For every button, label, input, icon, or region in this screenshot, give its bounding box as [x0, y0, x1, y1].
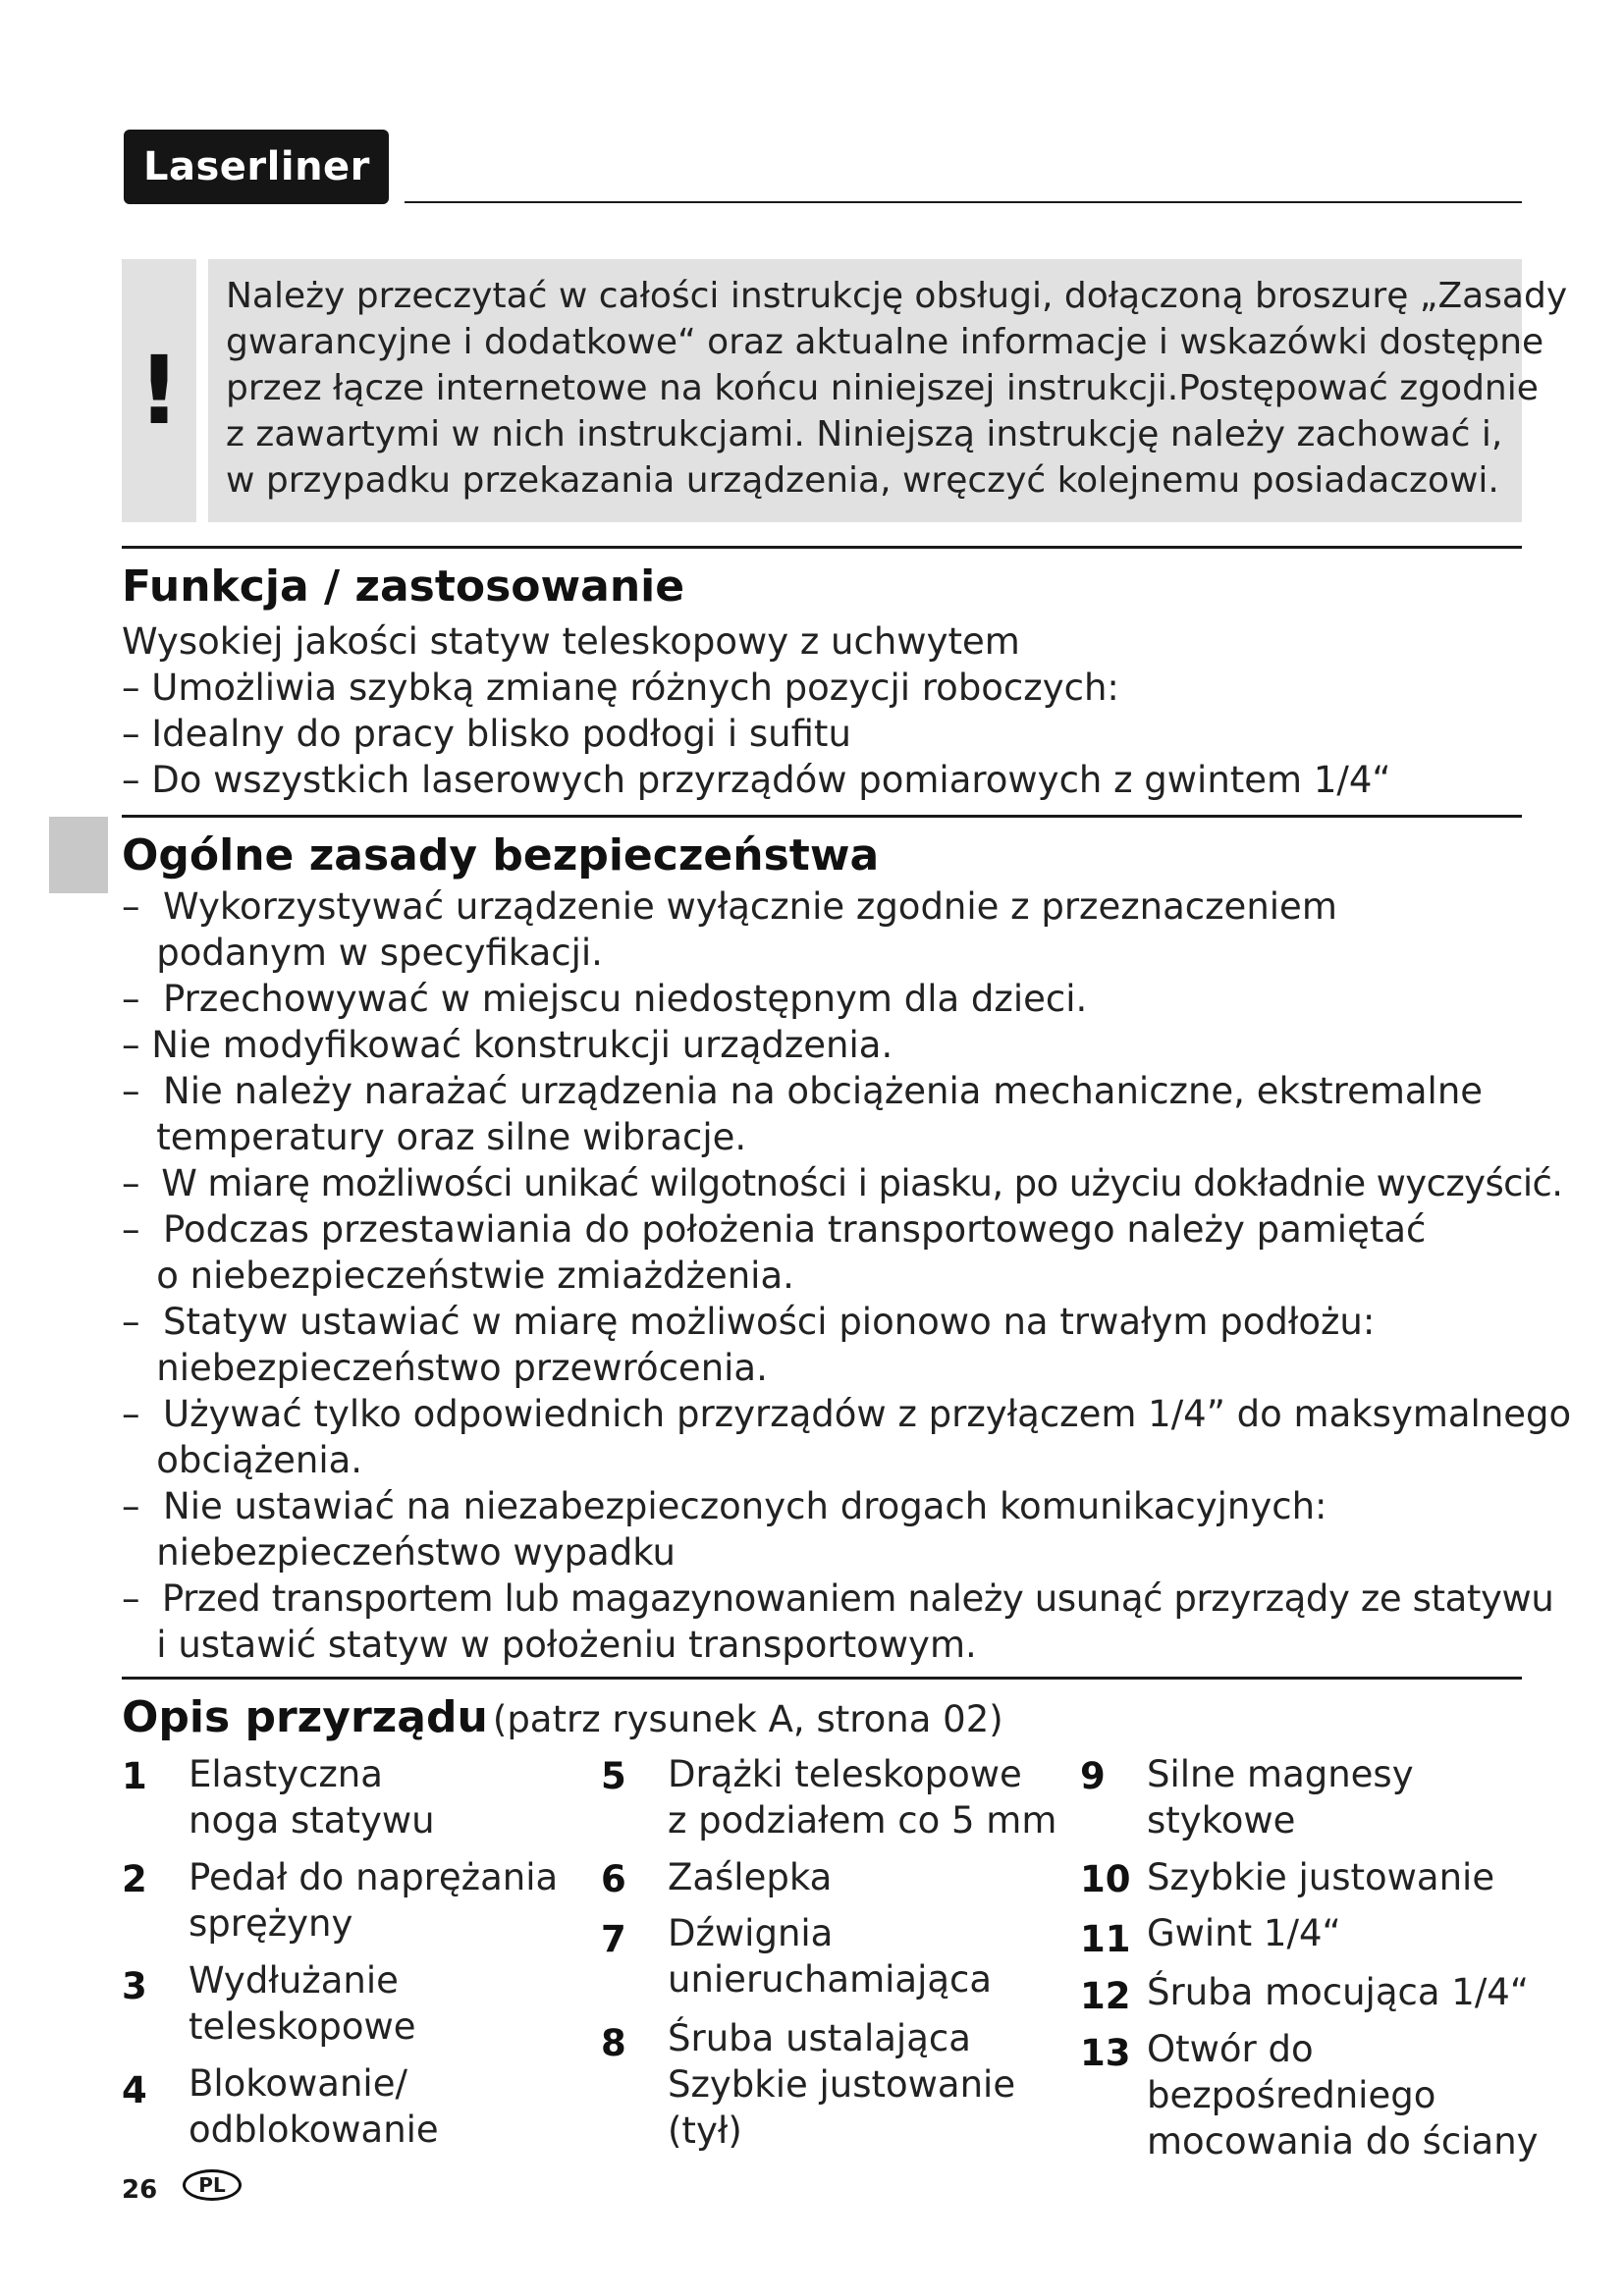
safety-line: o niebezpieczeństwie zmiażdżenia. — [122, 1255, 794, 1297]
safety-line: – Podczas przestawiania do położenia transportowego należy pamiętać — [122, 1208, 1427, 1251]
safety-line: – Przed transportem lub magazynowaniem należy usunąć przyrządy ze statywu — [122, 1577, 1554, 1620]
safety-heading: Ogólne zasady bezpieczeństwa — [122, 830, 880, 881]
brand-logo: Laserliner — [124, 130, 389, 204]
safety-line: niebezpieczeństwo wypadku — [122, 1531, 676, 1574]
safety-line: – W miarę możliwości unikać wilgotności i piasku, po użyciu dokładnie wyczyścić. — [122, 1162, 1563, 1204]
notice-line: z zawartymi w nich instrukcjami. Niniejszą instrukcję należy zachować i, — [226, 414, 1503, 454]
notice-box — [208, 259, 1568, 522]
safety-line: – Przechowywać w miejscu niedostępnym dla dzieci. — [122, 978, 1088, 1020]
safety-line: – Używać tylko odpowiednich przyrządów z przyłączem 1/4” do maksymalnego — [122, 1393, 1572, 1435]
notice-line: Należy przeczytać w całości instrukcję obsługi, dołączoną broszurę „Zasady — [226, 276, 1568, 316]
safety-line: podanym w specyfikacji. — [122, 932, 603, 974]
list-item: Szybkie justowanie — [1147, 1856, 1495, 1898]
safety-line: – Wykorzystywać urządzenie wyłącznie zgodnie z przeznaczeniem — [122, 885, 1337, 928]
list-item: Blokowanie/ odblokowanie — [189, 2062, 439, 2151]
list-item: Silne magnesy stykowe — [1147, 1753, 1414, 1842]
item-number: 4 — [122, 2069, 147, 2111]
list-item: Wydłużanie teleskopowe — [189, 1959, 416, 2048]
safety-line: niebezpieczeństwo przewrócenia. — [122, 1347, 768, 1389]
list-item: Dźwignia unieruchamiająca — [668, 1912, 993, 2001]
safety-line: – Nie ustawiać na niezabezpieczonych drogach komunikacyjnych: — [122, 1485, 1327, 1527]
page-number: 26 — [122, 2175, 158, 2205]
safety-line: – Statyw ustawiać w miarę możliwości pionowo na trwałym podłożu: — [122, 1301, 1376, 1343]
warning-icon: ! — [122, 259, 196, 522]
section-rule — [122, 546, 1522, 549]
item-number: 1 — [122, 1755, 147, 1797]
item-number: 3 — [122, 1965, 147, 2007]
notice-line: przez łącze internetowe na końcu niniejszej instrukcji.Postępować zgodnie — [226, 368, 1539, 408]
item-number: 8 — [601, 2022, 626, 2064]
item-number: 11 — [1080, 1918, 1131, 1960]
side-tab-marker — [49, 817, 108, 893]
description-subtitle: (patrz rysunek A, strona 02) — [492, 1698, 1003, 1740]
description-heading — [122, 1692, 1003, 1742]
notice-line: w przypadku przekazania urządzenia, wręczyć kolejnemu posiadaczowi. — [226, 460, 1499, 501]
item-number: 10 — [1080, 1858, 1131, 1900]
safety-line: temperatury oraz silne wibracje. — [122, 1116, 747, 1158]
item-number: 7 — [601, 1918, 626, 1960]
item-number: 6 — [601, 1858, 626, 1900]
list-item: Śruba mocująca 1/4“ — [1147, 1971, 1529, 2013]
description-title: Opis przyrządu — [122, 1692, 488, 1742]
safety-line: i ustawić statyw w położeniu transportowym. — [122, 1624, 977, 1666]
list-item: Drążki teleskopowe z podziałem co 5 mm — [668, 1753, 1057, 1842]
list-item: Gwint 1/4“ — [1147, 1912, 1341, 1954]
item-number: 5 — [601, 1755, 626, 1797]
safety-line: obciążenia. — [122, 1439, 363, 1481]
list-item: Elastyczna noga statywu — [189, 1753, 435, 1842]
item-number: 12 — [1080, 1975, 1131, 2017]
notice-line: gwarancyjne i dodatkowe“ oraz aktualne informacje i wskazówki dostępne — [226, 322, 1544, 362]
function-line: Wysokiej jakości statyw teleskopowy z uchwytem — [122, 620, 1020, 663]
function-heading: Funkcja / zastosowanie — [122, 561, 685, 612]
section-rule — [122, 815, 1522, 818]
list-item: Śruba ustalająca Szybkie justowanie (tył) — [668, 2017, 1016, 2152]
function-line: – Umożliwia szybką zmianę różnych pozycji roboczych: — [122, 667, 1119, 709]
header-rule — [405, 201, 1522, 203]
item-number: 2 — [122, 1858, 147, 1900]
section-rule — [122, 1677, 1522, 1680]
item-number: 13 — [1080, 2032, 1131, 2074]
function-line: – Do wszystkich laserowych przyrządów pomiarowych z gwintem 1/4“ — [122, 759, 1391, 801]
safety-line: – Nie należy narażać urządzenia na obciążenia mechaniczne, ekstremalne — [122, 1070, 1484, 1112]
list-item: Zaślepka — [668, 1856, 833, 1898]
language-badge: PL — [183, 2169, 242, 2201]
list-item: Otwór do bezpośredniego mocowania do ściany — [1147, 2028, 1539, 2163]
function-line: – Idealny do pracy blisko podłogi i sufitu — [122, 713, 851, 755]
list-item: Pedał do naprężania sprężyny — [189, 1856, 559, 1945]
safety-line: – Nie modyfikować konstrukcji urządzenia. — [122, 1024, 893, 1066]
item-number: 9 — [1080, 1755, 1106, 1797]
